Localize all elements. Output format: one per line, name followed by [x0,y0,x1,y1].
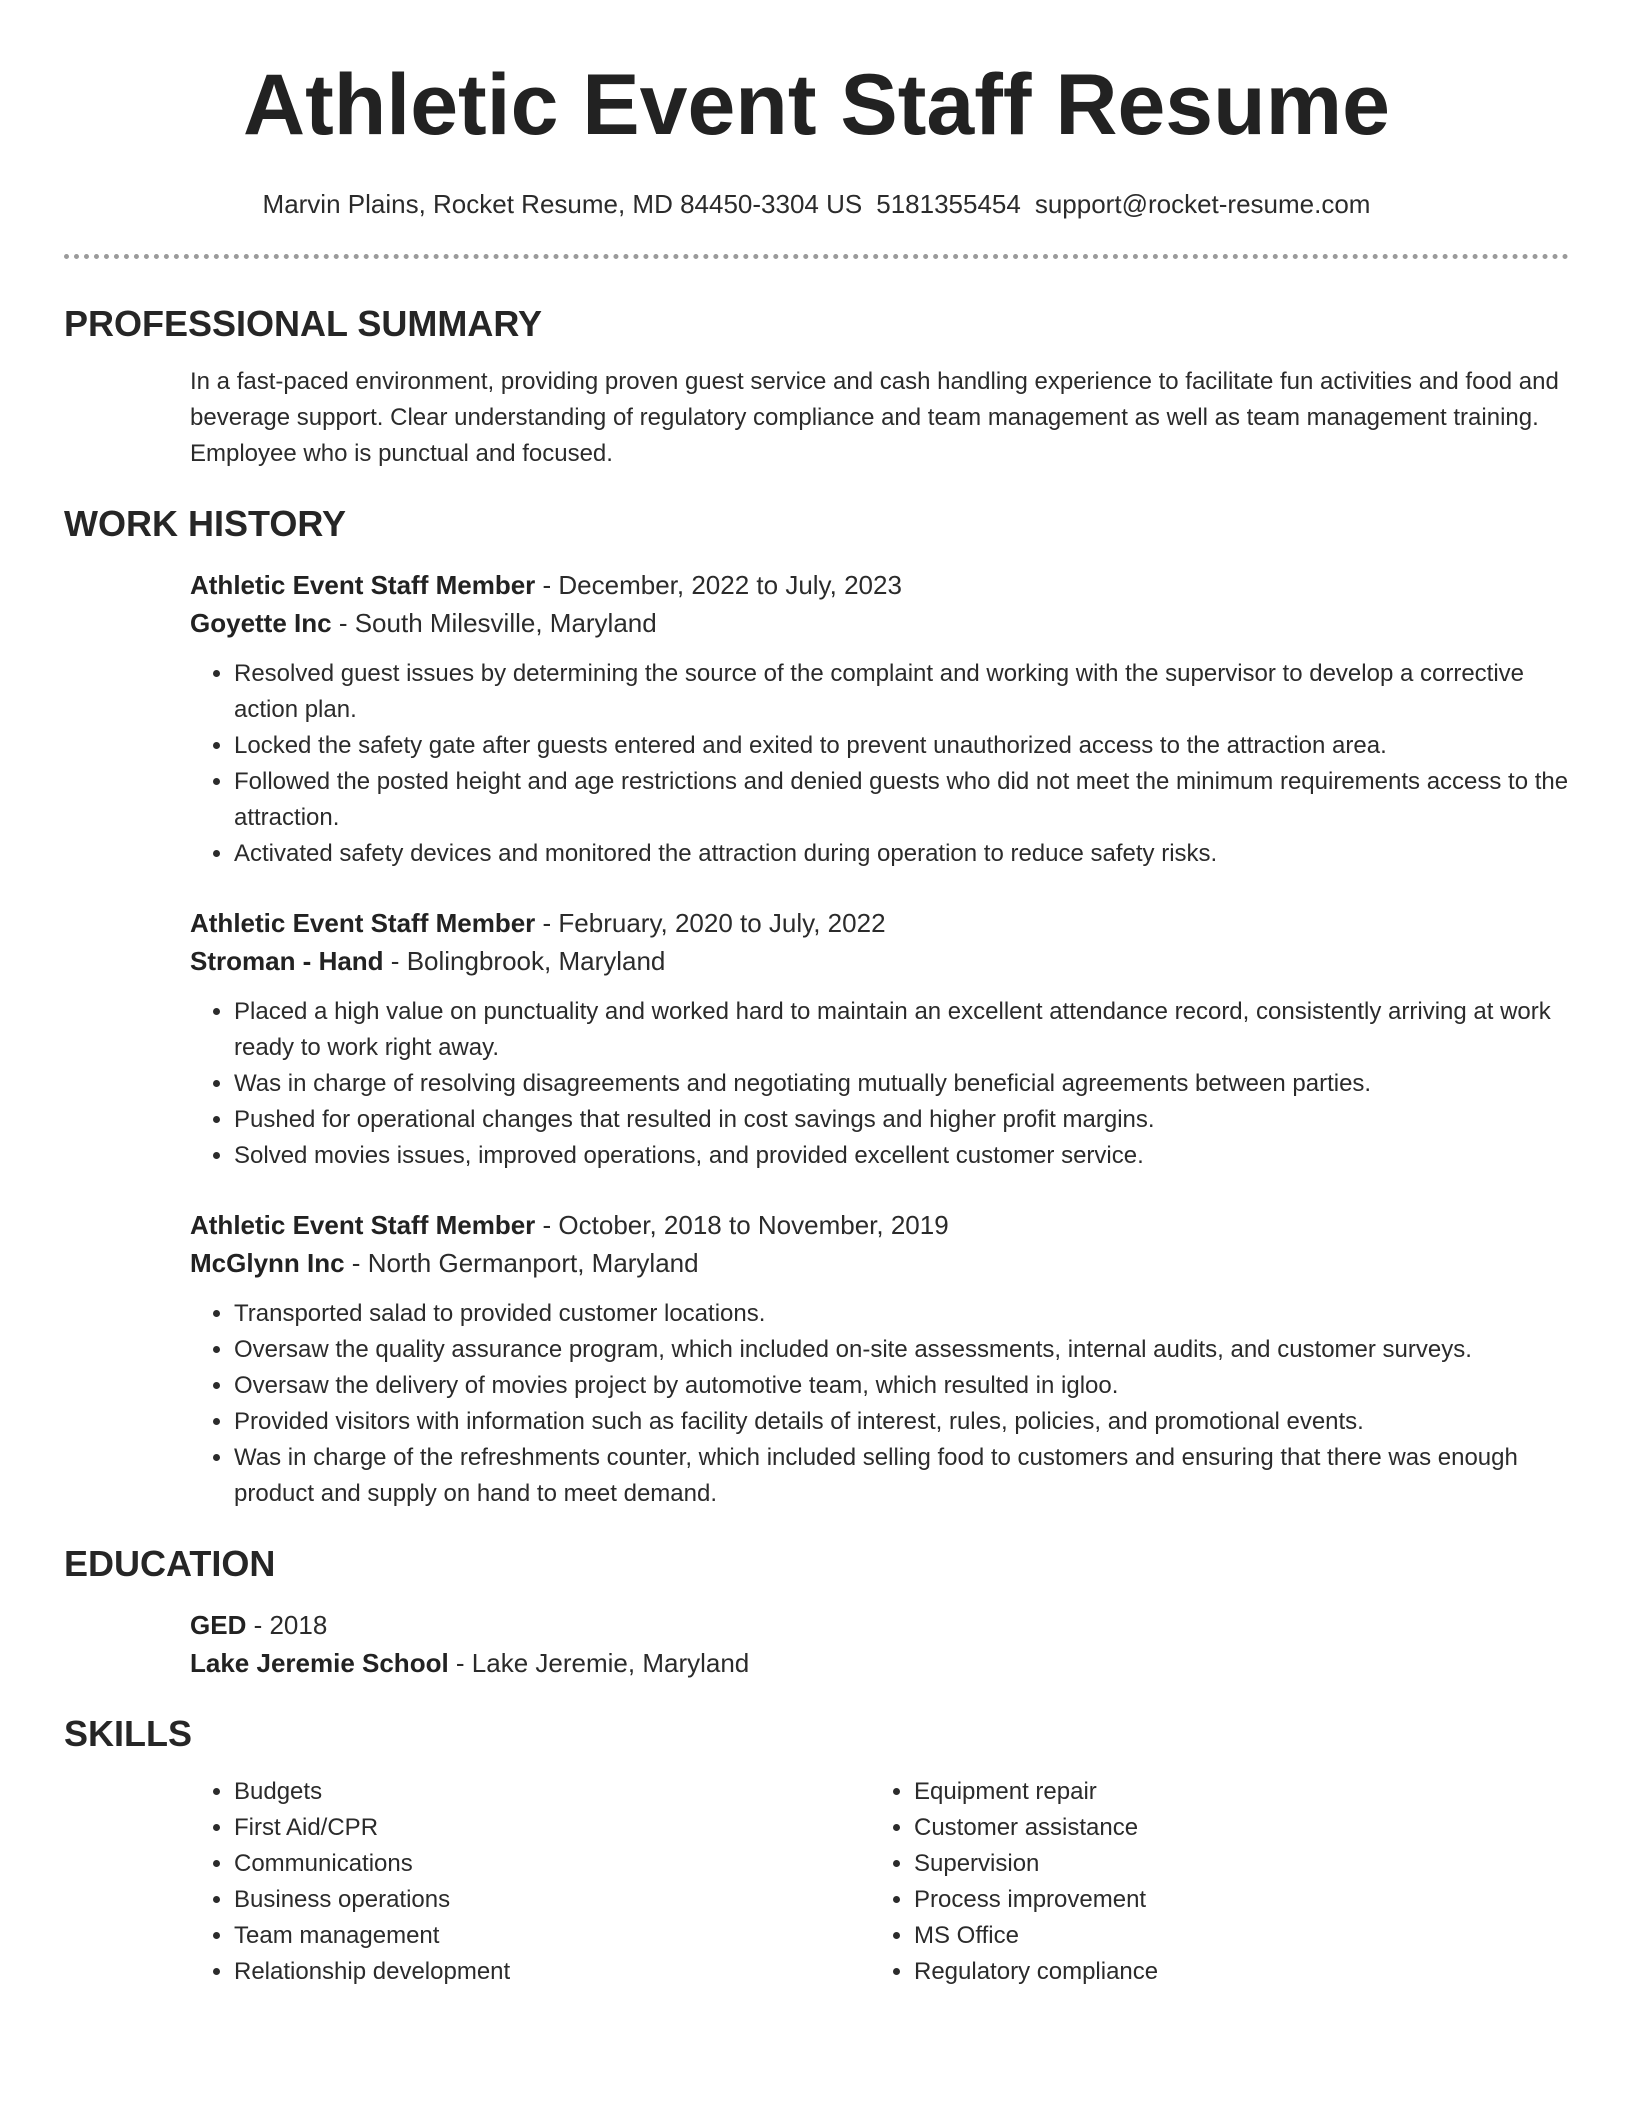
contact-phone: 5181355454 [876,189,1021,219]
job-bullets [190,994,1569,1174]
work-history-heading: WORK HISTORY [64,503,347,544]
header-divider [64,254,1569,259]
skills-heading: SKILLS [64,1713,193,1754]
job-location: Bolingbrook, Maryland [406,946,666,976]
job-entry [64,566,1569,872]
list-item: • Supervision [914,1846,1550,1882]
list-item: • Business operations [234,1882,870,1918]
job-dates: December, 2022 to July, 2023 [558,570,902,600]
education-degree-line: GED - 2018 [190,1610,328,1640]
list-item: • Transported salad to provided customer locations. [234,1296,1569,1332]
job-title: Athletic Event Staff Member [190,908,536,938]
contact-address: Marvin Plains, Rocket Resume, MD 84450-3304 US [262,189,863,219]
education-entry [64,1606,1569,1682]
summary-text: In a fast-paced environment, providing proven guest service and cash handling experience to facilitate fun activities and food and beverage support. Clear understanding of regulatory compliance and team management as well as team management training. Employee who is punctual and focused. [190,368,1559,467]
job-company: McGlynn Inc [190,1248,345,1278]
job-entry [64,1206,1569,1512]
list-item: • Oversaw the delivery of movies project by automotive team, which resulted in igloo. [234,1368,1569,1404]
job-title-line: Athletic Event Staff Member - February, 2020 to July, 2022 [190,908,886,938]
list-item: • Customer assistance [914,1810,1550,1846]
job-bullets [190,656,1569,872]
list-item: • Budgets [234,1774,870,1810]
list-item: • Resolved guest issues by determining the source of the complaint and working with the supervisor to develop a corrective action plan. [234,656,1569,728]
skills-bullets-left [190,1774,870,1990]
job-entry [64,904,1569,1174]
job-company-line: Stroman - Hand - Bolingbrook, Maryland [190,946,666,976]
list-item: • Regulatory compliance [914,1954,1550,1990]
list-item: • Relationship development [234,1954,870,1990]
job-dates: February, 2020 to July, 2022 [558,908,886,938]
education-heading: EDUCATION [64,1543,276,1584]
education-year: 2018 [269,1610,328,1640]
contact-email: support@rocket-resume.com [1034,189,1371,219]
list-item: • Oversaw the quality assurance program, which included on-site assessments, internal audits, and customer surveys. [234,1332,1569,1368]
list-item: • Locked the safety gate after guests entered and exited to prevent unauthorized access to the attraction area. [234,728,1569,764]
job-title-line: Athletic Event Staff Member - October, 2018 to November, 2019 [190,1210,949,1240]
skills-column-right [870,1774,1550,1990]
skills-column-left [190,1774,870,1990]
job-title: Athletic Event Staff Member [190,570,536,600]
job-company: Goyette Inc [190,608,332,638]
job-bullets [190,1296,1569,1512]
job-title-line: Athletic Event Staff Member - December, 2022 to July, 2023 [190,570,902,600]
list-item: • Placed a high value on punctuality and worked hard to maintain an excellent attendance record, consistently arriving at work ready to work right away. [234,994,1569,1066]
list-item: • Communications [234,1846,870,1882]
job-title: Athletic Event Staff Member [190,1210,536,1240]
list-item: • Team management [234,1918,870,1954]
list-item: • Was in charge of resolving disagreements and negotiating mutually beneficial agreements between parties. [234,1066,1569,1102]
skills-bullets-right [870,1774,1550,1990]
job-location: North Germanport, Maryland [367,1248,699,1278]
education-degree: GED [190,1610,247,1640]
list-item: • Pushed for operational changes that resulted in cost savings and higher profit margins. [234,1102,1569,1138]
education-school-line: Lake Jeremie School - Lake Jeremie, Maryland [190,1648,750,1678]
skills-list [64,1774,1569,1990]
education-school: Lake Jeremie School [190,1648,449,1678]
list-item: • Solved movies issues, improved operations, and provided excellent customer service. [234,1138,1569,1174]
list-item: • Provided visitors with information such as facility details of interest, rules, policies, and promotional events. [234,1404,1569,1440]
list-item: • Activated safety devices and monitored the attraction during operation to reduce safety risks. [234,836,1569,872]
job-company-line: McGlynn Inc - North Germanport, Maryland [190,1248,699,1278]
list-item: • MS Office [914,1918,1550,1954]
job-company: Stroman - Hand [190,946,384,976]
list-item: • First Aid/CPR [234,1810,870,1846]
list-item: • Process improvement [914,1882,1550,1918]
resume-title: Athletic Event Staff Resume [243,57,1390,153]
list-item: • Equipment repair [914,1774,1550,1810]
job-location: South Milesville, Maryland [354,608,657,638]
resume-page [64,0,1569,1990]
list-item: • Followed the posted height and age restrictions and denied guests who did not meet the minimum requirements access to the attraction. [234,764,1569,836]
job-dates: October, 2018 to November, 2019 [558,1210,949,1240]
contact-line [64,186,1569,222]
summary-heading: PROFESSIONAL SUMMARY [64,303,543,344]
list-item: • Was in charge of the refreshments counter, which included selling food to customers and ensuring that there was enough product and supply on hand to meet demand. [234,1440,1569,1512]
job-company-line: Goyette Inc - South Milesville, Maryland [190,608,657,638]
education-location: Lake Jeremie, Maryland [471,1648,750,1678]
